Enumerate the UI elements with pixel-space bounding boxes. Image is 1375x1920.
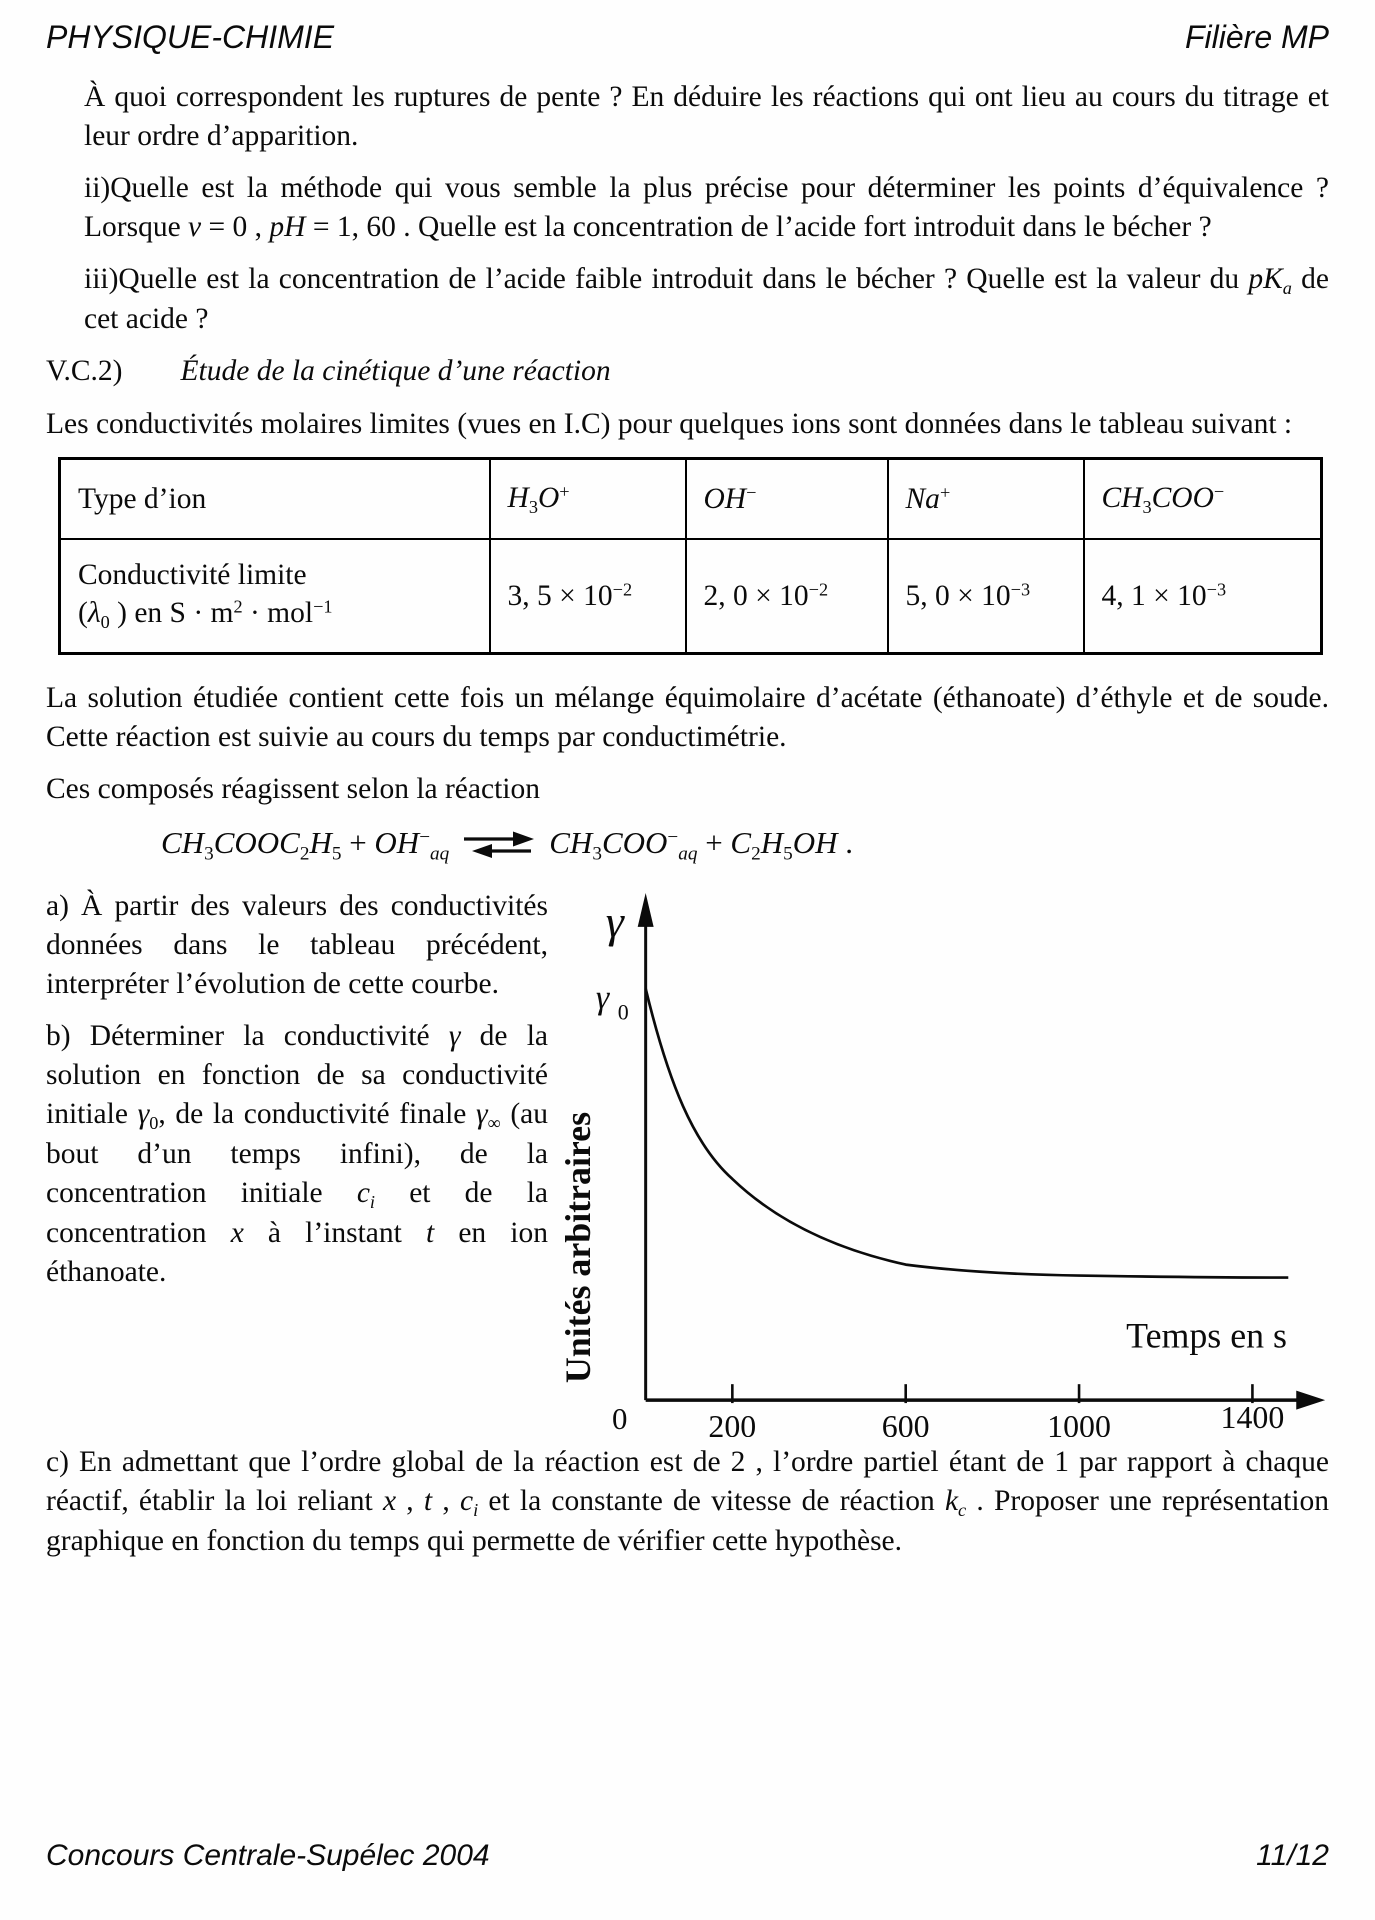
section-heading bbox=[46, 352, 1329, 391]
table-data-row bbox=[60, 539, 1322, 654]
value-cell-h3o: 3, $5 \times 10^{-2}$ bbox=[490, 539, 686, 654]
footer-page-number: 11/12 bbox=[1256, 1839, 1329, 1872]
page-title: PHYSIQUE-CHIMIE bbox=[46, 19, 335, 55]
gamma0-label: γ bbox=[595, 979, 610, 1017]
row-label-cell bbox=[60, 539, 490, 654]
equilibrium-arrows-icon bbox=[463, 830, 535, 860]
x-tick-label-600: 600 bbox=[881, 1408, 930, 1437]
gamma0-subscript: 0 bbox=[617, 999, 629, 1025]
question-paragraph-ii: ii)Quelle est la méthode qui vous semble la plus précise pour déterminer les points d’équivalence ? Lorsque v = 0 , pH = 1, 60 . Quelle est la concentration de l’acide fort introduit dans le bécher ? bbox=[84, 172, 1329, 244]
header-cell-h3o: $H_3O^+$ bbox=[490, 459, 686, 540]
x-axis-title: Temps en s bbox=[1126, 1315, 1288, 1356]
value-cell-oh: 2, $0 \times 10^{-2}$ bbox=[686, 539, 888, 654]
document-footer bbox=[46, 1836, 1329, 1876]
header-cell-na: Na+ bbox=[888, 459, 1084, 540]
question-paragraph-iii: iii)Quelle est la concentration de l’acide faible introduit dans le bécher ? Quelle est la valeur du $pK_a$ de cet acide ? bbox=[84, 262, 1330, 336]
conductivity-chart-svg bbox=[554, 879, 1366, 1437]
equation-rhs: $CH_3COO^-_{aq} + C_2H_5OH$ . bbox=[549, 824, 853, 865]
x-tick-label-1000: 1000 bbox=[1047, 1408, 1111, 1437]
conductivity-curve bbox=[646, 988, 1289, 1277]
y-axis-arrowhead-icon bbox=[638, 893, 654, 927]
section-number: V.C.2) bbox=[46, 355, 123, 388]
y-axis-title: Unités arbitraires bbox=[557, 1111, 598, 1384]
x-tick-label-1400: 1400 bbox=[1220, 1399, 1285, 1435]
row-label-line1: Conductivité limite bbox=[78, 559, 307, 592]
equation-lhs: $CH_3COOC_2H_5 + OH^-_{aq}$ bbox=[161, 824, 450, 865]
row-label-line2: ($\lambda_0$ ) en $S \cdot m^2 \cdot mol^{-1}$ bbox=[78, 596, 333, 633]
solution-paragraph: La solution étudiée contient cette fois un mélange équimolaire d’acétate (éthanoate) d’éthyle et de soude. Cette réaction est suivie au cours du temps par conductimétrie. bbox=[46, 682, 1329, 754]
y-axis bbox=[638, 893, 654, 1400]
header-cell-oh: OH− bbox=[686, 459, 888, 540]
text-and-figure-zone bbox=[46, 887, 1369, 1437]
section-title: Étude de la cinétique d’une réaction bbox=[180, 355, 611, 388]
header-cell-ch3coo: $CH_3COO^-$ bbox=[1084, 459, 1322, 540]
question-paragraph-i-continued: À quoi correspondent les ruptures de pente ? En déduire les réactions qui ont lieu au cours du titrage et leur ordre d’apparition. bbox=[84, 81, 1329, 153]
footer-exam-label: Concours Centrale-Supélec 2004 bbox=[46, 1839, 490, 1872]
table-intro-paragraph: Les conductivités molaires limites (vues en I.C) pour quelques ions sont données dans le tableau suivant : bbox=[46, 408, 1293, 441]
reaction-intro-paragraph: Ces composés réagissent selon la réaction bbox=[46, 773, 540, 806]
x-axis-arrowhead-icon bbox=[1296, 1390, 1325, 1409]
conductivity-table bbox=[58, 457, 1323, 655]
reaction-equation bbox=[161, 823, 1329, 867]
origin-label: 0 bbox=[612, 1400, 628, 1436]
value-cell-ch3coo: 4, $1 \times 10^{-3}$ bbox=[1084, 539, 1322, 654]
left-text-column bbox=[46, 887, 548, 1305]
x-tick-label-200: 200 bbox=[708, 1408, 757, 1437]
conductivity-figure bbox=[554, 879, 1366, 1437]
question-paragraph-a: a) À partir des valeurs des conductivités données dans le tableau précédent, interpréter l’évolution de cette courbe. bbox=[46, 889, 548, 1000]
table-header-row bbox=[60, 459, 1322, 540]
question-paragraph-c: c) En admettant que l’ordre global de la réaction est de 2 , l’ordre partiel étant de 1 par rapport à chaque réactif, établir la loi reliant x , t , $c_i$ et la constante de vitesse de réaction $k_c$ . Proposer une représentation graphique en fonction du temps qui permette de vérifier cette hypothèse. bbox=[46, 1445, 1330, 1558]
document-header bbox=[46, 16, 1329, 58]
filiere-label: Filière MP bbox=[1184, 19, 1329, 55]
value-cell-na: 5, $0 \times 10^{-3}$ bbox=[888, 539, 1084, 654]
question-paragraph-b: b) Déterminer la conductivité γ de la solution en fonction de sa conductivité initiale $\gamma_0$, de la conductivité finale $\gamma_\infty$ (au bout d’un temps infini), de la concentration initiale $c_i$ et de la concentration x à l’instant t en ion éthanoate. bbox=[46, 1019, 549, 1289]
y-axis-symbol: γ bbox=[605, 895, 624, 947]
header-cell-type-ion: Type d’ion bbox=[60, 459, 490, 540]
